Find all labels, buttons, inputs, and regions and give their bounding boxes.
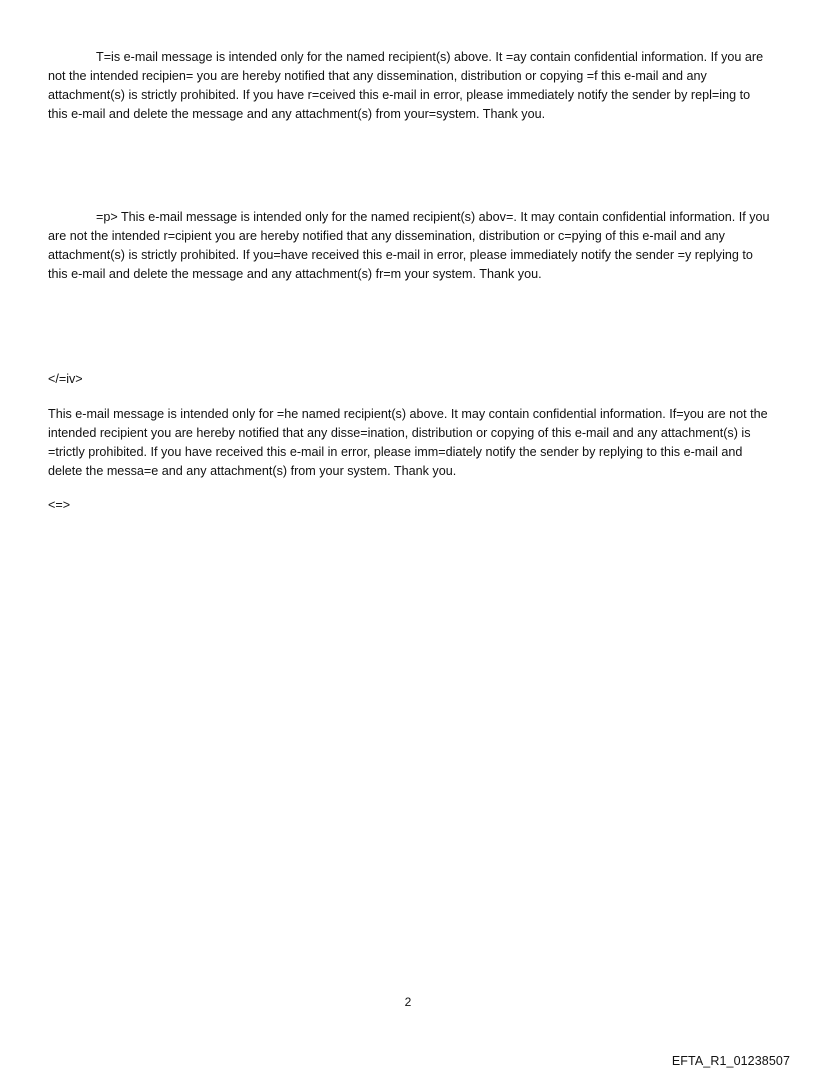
- closing-div-tag-fragment: </=iv>: [48, 372, 83, 386]
- bates-number: EFTA_R1_01238507: [671, 1054, 790, 1068]
- tag-fragment: <=>: [48, 498, 71, 512]
- disclaimer-paragraph-1: T=is e-mail message is intended only for the named recipient(s) above. It =ay contain confidential information. If you are not the intended recipien= you are hereby notified that any dissemination, distribution or copying =f this e-mail and any attachment(s) is strictly prohibited. If you have r=ceived this e-mail in error, please immediately notify the sender by repl=ing to this e-mail and delete the message and any attachment(s) from your=system. Thank you.: [48, 50, 764, 121]
- disclaimer-paragraph-2: =p> This e-mail message is intended only for the named recipient(s) abov=. It may contain confidential information. If you are not the intended r=cipient you are hereby notified that any dissemination, distribution or c=pying of this e-mail and any attachment(s) is strictly prohibited. If you=have received this e-mail in error, please immediately notify the sender =y replying to this e-mail and delete the message and any attachment(s) fr=m your system. Thank you.: [48, 210, 770, 281]
- disclaimer-paragraph-3: This e-mail message is intended only for =he named recipient(s) above. It may contain confidential information. If=you are not the intended recipient you are hereby notified that any disse=ination, distribution or copying of this e-mail and any attachment(s) is =trictly prohibited. If you have received this e-mail in error, please imm=diately notify the sender by replying to this e-mail and delete the messa=e and any attachment(s) from your system. Thank you.: [48, 407, 768, 478]
- page-number: 2: [404, 995, 412, 1009]
